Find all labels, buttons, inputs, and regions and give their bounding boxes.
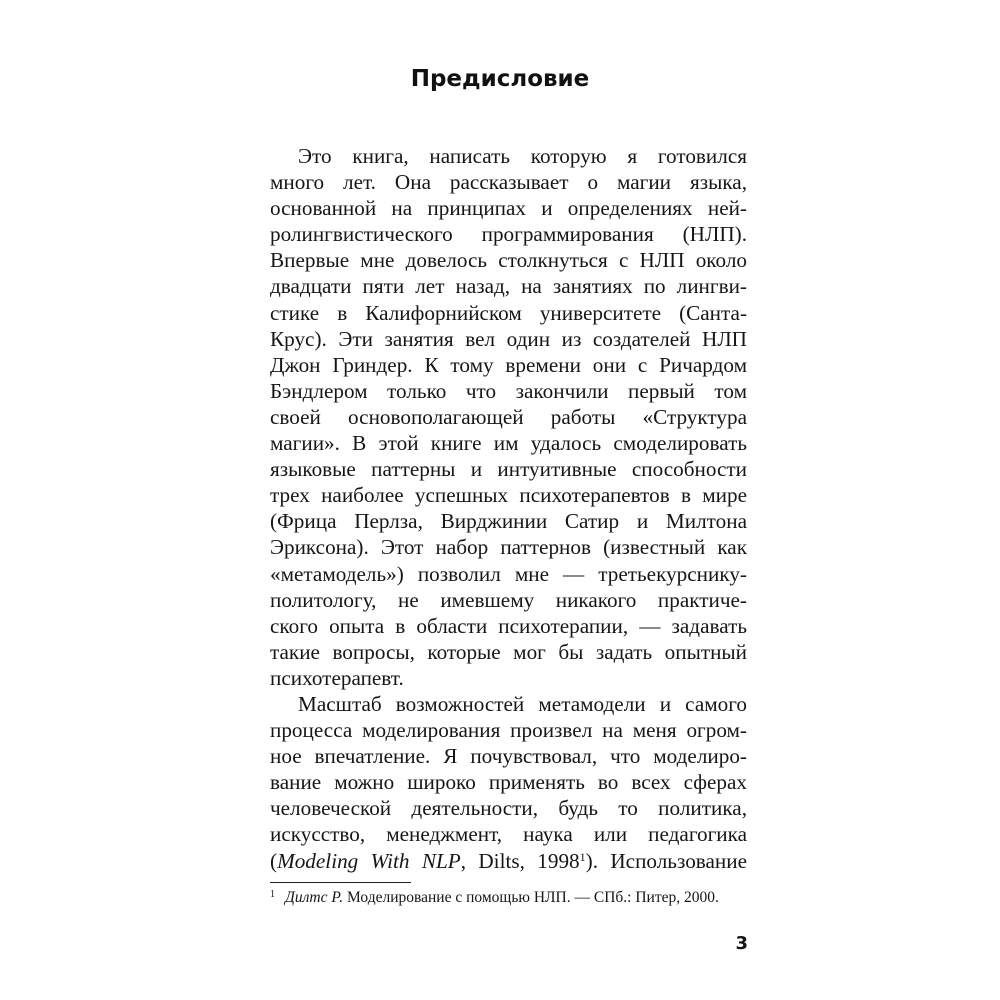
- text-line: Крус). Эти занятия вел один из создателей НЛП: [270, 326, 747, 351]
- text-line: такие вопросы, которые мог бы задать опытный: [270, 639, 747, 664]
- footnote-number: 1: [270, 889, 275, 900]
- text-line: Эриксона). Этот набор паттернов (известный как: [270, 535, 747, 560]
- text-line: двадцати пяти лет назад, на занятиях по лингви-: [270, 274, 747, 299]
- text-line: много лет. Она рассказывает о магии языка,: [270, 170, 747, 195]
- text-line: ное впечатление. Я почувствовал, что моделиро-: [270, 744, 747, 769]
- text-line: искусство, менеджмент, наука или педагогика: [270, 822, 747, 847]
- text-line: магии». В этой книге им удалось смоделировать: [270, 431, 747, 456]
- text-line: политологу, не имевшему никакого практиче-: [270, 587, 747, 612]
- text-line: трех наиболее успешных психотерапевтов в мире: [270, 483, 747, 508]
- text-line: Впервые мне довелось столкнуться с НЛП около: [270, 248, 747, 273]
- text-line: Это книга, написать которую я готовился: [298, 144, 747, 168]
- text-line: языковые паттерны и интуитивные способности: [270, 457, 747, 482]
- text-line: процесса моделирования произвел на меня огром-: [270, 718, 747, 743]
- text-line: вание можно широко применять во всех сферах: [270, 770, 747, 795]
- text-line: Бэндлером только что закончили первый том: [270, 378, 747, 403]
- text-line: (Фрица Перлза, Вирджинии Сатир и Милтона: [270, 509, 747, 534]
- footnote-text: Моделирование с помощью НЛП. — СПб.: Питер, 2000.: [343, 889, 719, 906]
- citation-title: Modeling With NLP: [277, 848, 461, 873]
- text-line: основанной на принципах и определениях ней-: [270, 196, 747, 221]
- body-text: [270, 143, 747, 874]
- text-line-final: [270, 848, 747, 874]
- open-paren: (: [270, 848, 278, 873]
- line-rest: ). Использование: [585, 848, 748, 873]
- text-line: своей основополагающей работы «Структура: [270, 404, 747, 429]
- footnote-author: Дилтс Р.: [285, 889, 344, 906]
- page-number: 3: [735, 933, 748, 954]
- footnote-marker: 1: [579, 849, 586, 864]
- text-line: ского опыта в области психотерапии, — задавать: [270, 613, 747, 638]
- footnote-divider: [270, 882, 411, 883]
- text-line: человеческой деятельности, будь то политика,: [270, 796, 747, 821]
- chapter-title: Предисловие: [410, 66, 590, 92]
- text-line: Джон Гриндер. К тому времени они с Ричардом: [270, 352, 747, 377]
- footnote: [270, 888, 750, 908]
- text-line: ролингвистического программирования (НЛП).: [270, 222, 747, 247]
- text-line: психотерапевт.: [270, 665, 404, 690]
- text-line: стике в Калифорнийском университете (Санта-: [270, 300, 747, 325]
- text-line: «метамодель») позволил мне — третьекурснику-: [270, 561, 747, 586]
- citation-details: , Dilts, 1998: [460, 848, 580, 873]
- text-line: Масштаб возможностей метамодели и самого: [298, 691, 747, 716]
